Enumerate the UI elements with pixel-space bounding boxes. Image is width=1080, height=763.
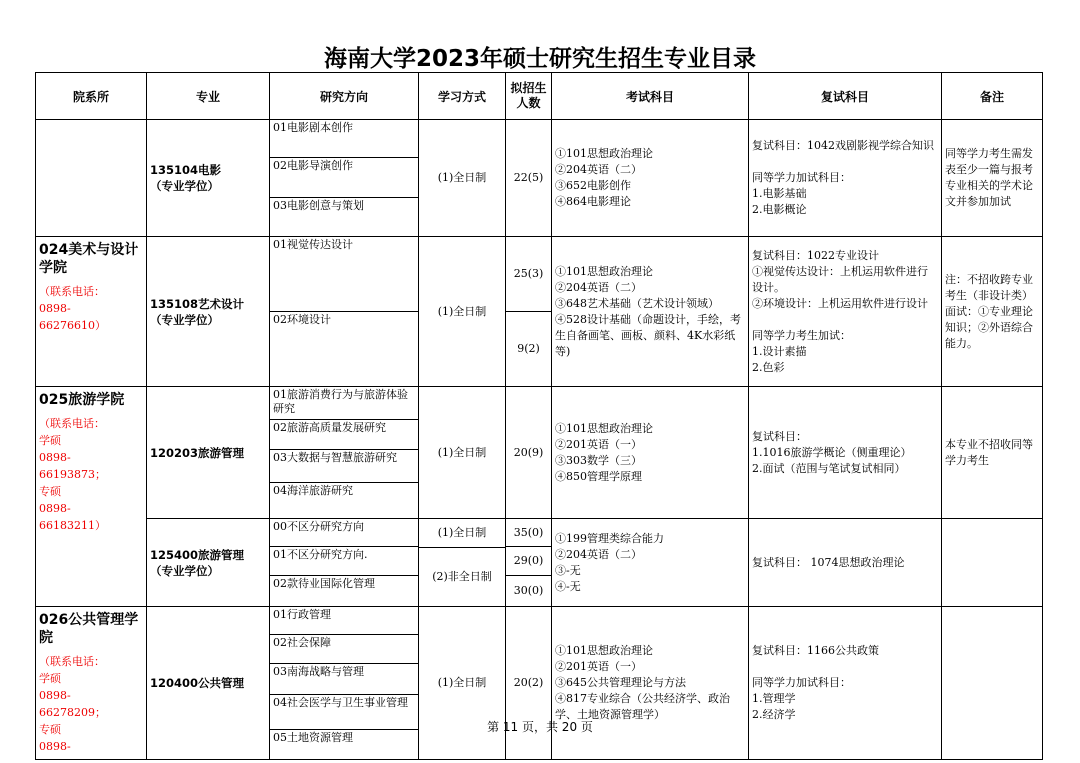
quota-cell: 22(5): [506, 120, 552, 237]
direction-cell: [270, 120, 419, 237]
retest-cell: 复试科目： 1.1016旅游学概论（侧重理论） 2.面试（范围与笔试复试相同）: [749, 387, 942, 519]
dept-cell: [36, 387, 147, 607]
quota-value: 25(3): [506, 237, 551, 312]
direction-item: 00不区分研究方向: [270, 519, 418, 547]
mode-cell: (1)全日制: [419, 387, 506, 519]
exam-cell: ①101思想政治理论 ②201英语（一） ③303数学（三） ④850管理学原理: [552, 387, 749, 519]
mode-cell: (1)全日制: [419, 120, 506, 237]
retest-cell: 复试科目：1042戏剧影视学综合知识 同等学力加试科目： 1.电影基础 2.电影概论: [749, 120, 942, 237]
direction-item: 02款待业国际化管理: [273, 577, 375, 590]
quota-value: 9(2): [517, 342, 540, 355]
direction-item: 01视觉传达设计: [270, 237, 418, 312]
mode-parttime: (2)非全日制: [432, 569, 492, 583]
direction-item: 03电影创意与策划: [273, 199, 364, 212]
mode-cell: (1)全日制: [419, 237, 506, 387]
dept-phone: （联系电话： 学硕 0898- 66193873； 专硕 0898- 66183211）: [39, 417, 106, 532]
dept-cell: [36, 607, 147, 760]
direction-item: 02社会保障: [270, 635, 418, 664]
dept-phone: （联系电话： 0898- 66276610）: [39, 285, 106, 332]
dept-name: 026公共管理学院: [39, 612, 139, 646]
table-row-tourism-1: [36, 387, 1043, 519]
direction-item: 02电影导演创作: [270, 158, 418, 198]
page-title: 海南大学2023年硕士研究生招生专业目录: [323, 46, 756, 72]
page-footer: 第 11 页，共 20 页: [487, 720, 593, 734]
table-row-tourism-2: [36, 519, 1043, 607]
note-cell: [942, 607, 1043, 760]
dept-cell: [36, 237, 147, 387]
header-dept: 院系所: [36, 73, 147, 120]
major-cell: 135108艺术设计 （专业学位）: [147, 237, 270, 387]
direction-item: 02旅游高质量发展研究: [270, 420, 418, 450]
major-cell: 125400旅游管理 （专业学位）: [147, 519, 270, 607]
header-major: 专业: [147, 73, 270, 120]
retest-cell: 复试科目： 1074思想政治理论: [749, 519, 942, 607]
direction-item: 04社会医学与卫生事业管理: [270, 695, 418, 730]
exam-cell: ①101思想政治理论 ②204英语（二） ③648艺术基础（艺术设计领域） ④528设计基础（命题设计，手绘，考生自备画笔、画板、颜料、4K水彩纸等): [552, 237, 749, 387]
note-cell-empty: [942, 519, 1043, 607]
direction-item: 04海洋旅游研究: [273, 484, 353, 497]
direction-item: 01旅游消费行为与旅游体验研究: [270, 387, 418, 420]
quota-cell: 20(2): [506, 607, 552, 760]
dept-name: 024美术与设计学院: [39, 242, 139, 276]
direction-item: 03大数据与智慧旅游研究: [270, 450, 418, 483]
exam-cell: ①101思想政治理论 ②201英语（一） ③645公共管理理论与方法 ④817专业综合（公共经济学、政治学、土地资源管理学）: [552, 607, 749, 760]
exam-cell: ①101思想政治理论 ②204英语（二） ③652电影创作 ④864电影理论: [552, 120, 749, 237]
direction-item: 05土地资源管理: [273, 731, 353, 744]
retest-cell: 复试科目：1022专业设计 ①视觉传达设计：上机运用软件进行设计。 ②环境设计：上机运用软件进行设计 同等学力考生加试： 1.设计素描 2.色彩: [749, 237, 942, 387]
header-note: 备注: [942, 73, 1043, 120]
exam-cell: ①199管理类综合能力 ②204英语（二） ③-无 ④-无: [552, 519, 749, 607]
header-exam: 考试科目: [552, 73, 749, 120]
header-row: [36, 73, 1043, 120]
header-retest: 复试科目: [749, 73, 942, 120]
header-quota: 拟招生人数: [506, 73, 552, 120]
note-cell: 同等学力考生需发表至少一篇与报考专业相关的学术论文并参加加试: [942, 120, 1043, 237]
mode-cell: (1)全日制: [419, 607, 506, 760]
quota-cell: [506, 519, 552, 607]
quota-cell: 20(9): [506, 387, 552, 519]
catalog-table: [35, 72, 1043, 760]
mode-cell: [419, 519, 506, 607]
direction-cell: [270, 237, 419, 387]
quota-value: 35(0): [506, 519, 551, 547]
major-cell: 120203旅游管理: [147, 387, 270, 519]
direction-item: 01不区分研究方向.: [270, 547, 418, 576]
mode-fulltime: (1)全日制: [419, 519, 505, 547]
major-cell: 120400公共管理: [147, 607, 270, 760]
quota-value: 29(0): [506, 547, 551, 576]
header-direction: 研究方向: [270, 73, 419, 120]
direction-item: 01行政管理: [270, 607, 418, 635]
dept-name: 025旅游学院: [39, 392, 125, 408]
major-cell: 135104电影 （专业学位）: [147, 120, 270, 237]
note-cell: 注：不招收跨专业考生（非设计类） 面试：①专业理论知识；②外语综合能力。: [942, 237, 1043, 387]
direction-item: 02环境设计: [273, 313, 331, 326]
direction-cell: [270, 387, 419, 519]
direction-item: 01电影剧本创作: [270, 120, 418, 158]
quota-value: 30(0): [513, 584, 544, 597]
direction-item: 03南海战略与管理: [270, 664, 418, 695]
dept-cell-empty: [36, 120, 147, 237]
dept-phone: （联系电话： 学硕 0898- 66278209； 专硕 0898-: [39, 655, 106, 753]
quota-cell: [506, 237, 552, 387]
direction-cell: [270, 519, 419, 607]
retest-cell: 复试科目：1166公共政策 同等学力加试科目： 1.管理学 2.经济学: [749, 607, 942, 760]
direction-cell: [270, 607, 419, 760]
note-cell: 本专业不招收同等学力考生: [942, 387, 1043, 519]
table-row-art: [36, 237, 1043, 387]
table-row-public: [36, 607, 1043, 760]
table-row-film: [36, 120, 1043, 237]
header-mode: 学习方式: [419, 73, 506, 120]
